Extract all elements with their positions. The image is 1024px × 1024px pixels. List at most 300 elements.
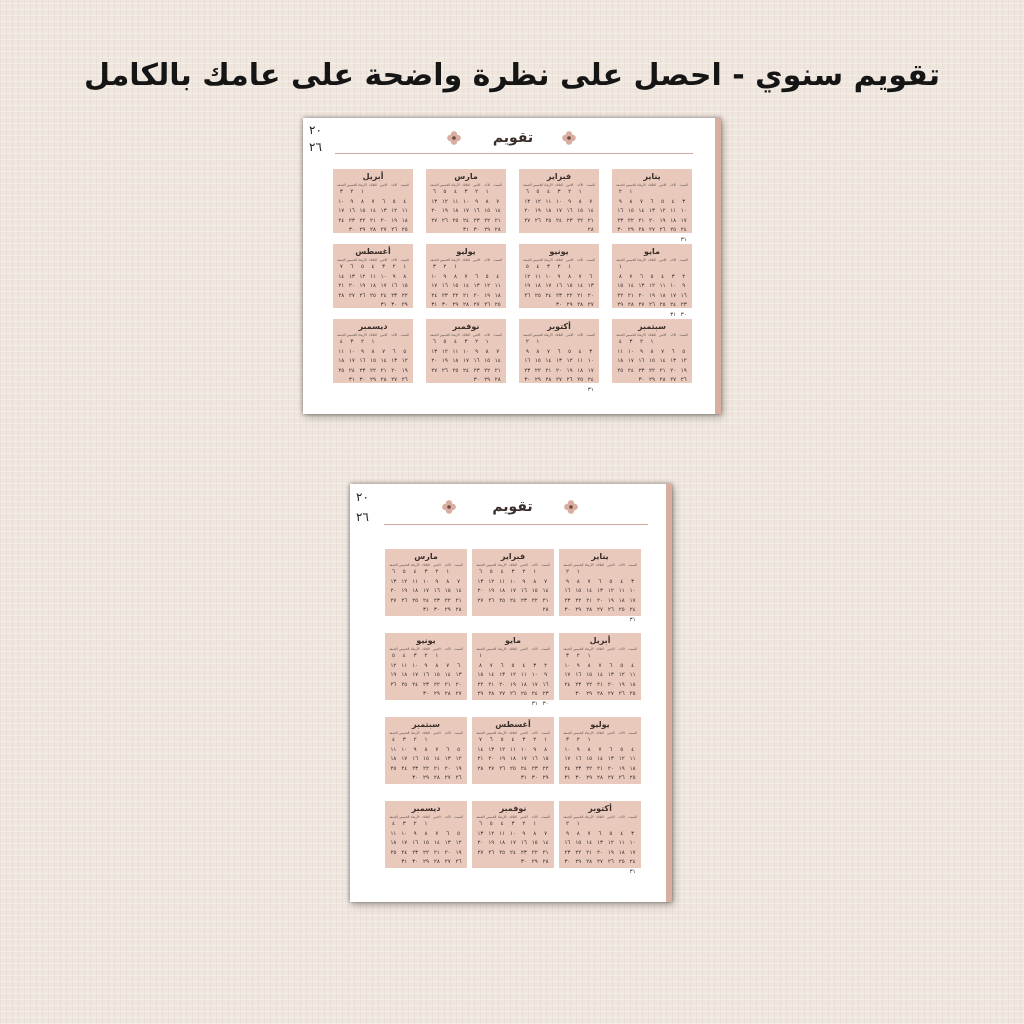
day-number: ١: [587, 737, 591, 743]
day-number: ٣١: [587, 386, 594, 393]
day-name: الاثنين: [520, 731, 528, 735]
day-number: ٣٠: [542, 700, 549, 707]
month-days: [336, 332, 410, 386]
day-number: ٢٤: [338, 217, 345, 224]
empty-day: [492, 338, 503, 348]
day-number: ١: [424, 821, 428, 827]
day-number: ١٠: [627, 348, 634, 355]
day-number: ١١: [499, 578, 506, 585]
day-number: ١٥: [423, 840, 429, 846]
day-number: ٥: [536, 189, 540, 195]
day-number: ١٣: [380, 208, 387, 214]
day-number: ٢٠: [444, 765, 451, 772]
day-number: ٢٢: [627, 217, 634, 224]
day-number: ٣: [402, 737, 406, 743]
day-number: ٢٤: [531, 691, 538, 697]
day-number: ٢٦: [441, 367, 448, 374]
empty-day: [453, 736, 464, 746]
day-name: الاثنين: [565, 333, 574, 337]
day-number: ٢٨: [433, 859, 440, 865]
day-number: ١٧: [412, 672, 419, 678]
day-name: الاثنين: [472, 183, 481, 187]
day-number: ٦: [392, 348, 396, 355]
day-number: ١١: [618, 588, 625, 594]
day-name: الخميس: [346, 258, 357, 262]
day-name: الخميس: [486, 815, 497, 819]
day-number: ٢٦: [488, 597, 495, 604]
day-number: ١٣: [348, 273, 355, 280]
day-number: ٢٢: [484, 217, 491, 224]
day-number: ٣٠: [441, 302, 448, 308]
day-number: ١٦: [412, 756, 419, 762]
day-number: ٢٢: [531, 849, 538, 856]
day-name: الجمعة: [430, 333, 439, 337]
day-number: ١٠: [564, 662, 571, 669]
day-number: ١٩: [391, 217, 398, 224]
day-number: ٢٨: [587, 227, 594, 233]
day-number: ٢: [522, 821, 526, 827]
day-number: ٨: [478, 662, 482, 669]
day-number: ٤: [371, 264, 375, 270]
day-number: ٤: [453, 339, 457, 345]
day-number: ٣٠: [564, 859, 571, 865]
day-number: ١٩: [510, 681, 516, 688]
month-name: أكتوبر: [588, 804, 612, 813]
day-number: ٢: [413, 737, 417, 743]
day-number: ١٣: [499, 672, 506, 678]
day-number: ١٤: [542, 840, 549, 846]
month-name: مارس: [414, 552, 438, 561]
day-number: ١٣: [587, 283, 594, 289]
day-number: ٨: [536, 348, 540, 355]
empty-day: [575, 338, 586, 348]
day-name: الاثنين: [607, 563, 615, 567]
day-number: ٢٠: [488, 756, 495, 762]
day-number: ٢٢: [423, 765, 429, 772]
day-number: ٢٩: [484, 377, 491, 383]
day-number: ٢٢: [566, 292, 573, 299]
day-number: ٢١: [627, 292, 634, 299]
day-number: ١٥: [531, 840, 538, 846]
day-name: الأربعاء: [584, 731, 594, 735]
day-number: ٨: [618, 273, 622, 280]
day-number: ١٢: [607, 840, 614, 846]
day-number: ٦: [382, 198, 386, 205]
day-number: ١٧: [629, 849, 636, 856]
day-number: ٧: [639, 198, 643, 205]
empty-day: [378, 188, 389, 198]
day-number: ٢٠: [597, 849, 603, 856]
day-number: ٢٤: [510, 597, 516, 604]
day-number: ٢١: [542, 597, 549, 604]
day-number: ١٥: [566, 283, 573, 289]
day-number: ٢٦: [484, 302, 491, 308]
day-number: ٢١: [597, 681, 603, 688]
day-number: ٧: [544, 830, 548, 837]
day-number: ٢٧: [556, 377, 562, 383]
day-number: ١٨: [401, 217, 408, 224]
empty-day: [442, 652, 453, 662]
day-number: ١١: [499, 830, 506, 837]
day-number: ١: [536, 339, 540, 345]
day-number: ٢٠: [524, 208, 531, 214]
month-days: [429, 332, 503, 386]
day-number: ٤: [618, 339, 622, 345]
month-days: [562, 646, 638, 700]
day-number: ٢٠: [587, 292, 594, 299]
day-number: ٢٧: [431, 367, 438, 374]
day-number: ١٢: [510, 672, 516, 678]
month-days: [562, 562, 638, 625]
day-name: الخميس: [346, 183, 357, 187]
day-name: الثلاثاء: [422, 647, 430, 651]
day-number: ٢٥: [401, 681, 408, 688]
day-number: ٢٥: [670, 227, 677, 233]
day-number: ٢٠: [473, 292, 480, 299]
day-number: ١١: [412, 578, 419, 585]
day-name: الثلاثاء: [555, 258, 563, 262]
day-number: ١٩: [441, 208, 448, 214]
day-number: ٢٤: [463, 367, 469, 374]
day-number: ٢: [475, 339, 479, 345]
day-number: ٣٠: [564, 607, 571, 613]
day-number: ٣: [464, 339, 468, 345]
empty-day: [518, 652, 529, 662]
day-number: ٢٧: [444, 775, 451, 781]
day-name: الجمعة: [616, 183, 625, 187]
day-name: الخميس: [486, 563, 497, 567]
day-name: الأربعاء: [451, 258, 460, 262]
month-box: [426, 244, 506, 308]
day-number: ١١: [401, 662, 408, 669]
day-name: الأحد: [670, 258, 677, 262]
empty-day: [584, 568, 595, 578]
day-number: ٧: [598, 662, 602, 669]
month-name: أبريل: [589, 636, 611, 645]
day-name: الخميس: [532, 183, 543, 187]
day-number: ١٩: [401, 588, 408, 594]
day-number: ٢٠: [348, 283, 355, 289]
day-number: ٢٥: [494, 302, 501, 308]
day-number: ٩: [565, 578, 569, 585]
day-number: ١٥: [444, 588, 451, 594]
day-number: ١٧: [564, 672, 571, 678]
day-number: ٢٣: [412, 849, 419, 856]
day-number: ١٥: [575, 840, 582, 846]
day-number: ٥: [443, 339, 447, 345]
day-number: ١٠: [510, 578, 516, 585]
empty-day: [585, 188, 596, 198]
day-name: السبت: [679, 333, 688, 337]
day-number: ٢٣: [564, 597, 571, 604]
day-number: ١٦: [524, 358, 531, 364]
day-number: ٢٢: [423, 849, 429, 856]
day-name: الجمعة: [337, 333, 346, 337]
day-name: الأحد: [391, 333, 398, 337]
day-number: ٢٧: [499, 691, 506, 697]
day-number: ١٦: [638, 358, 645, 364]
day-number: ١٨: [401, 672, 408, 678]
month-box: [472, 633, 554, 707]
day-number: ٣١: [348, 377, 355, 383]
day-number: ٨: [446, 578, 450, 585]
day-number: ٣٠: [680, 311, 687, 318]
day-number: ٦: [598, 830, 602, 837]
day-number: ٢٢: [649, 367, 655, 374]
day-number: ٢٨: [455, 607, 462, 613]
empty-day: [497, 652, 508, 662]
day-number: ٢١: [433, 765, 440, 772]
day-number: ٢٧: [607, 775, 614, 781]
month-box: [472, 801, 554, 868]
day-number: ٣: [546, 264, 550, 270]
day-name: الخميس: [532, 258, 543, 262]
day-name: الجمعة: [337, 183, 346, 187]
day-number: ١٥: [649, 358, 655, 364]
day-name: الأربعاء: [544, 183, 553, 187]
day-number: ٤: [453, 189, 457, 195]
empty-day: [627, 568, 638, 578]
month-days: [429, 182, 503, 236]
day-number: ٦: [478, 821, 482, 827]
day-number: ٩: [413, 830, 417, 837]
months-grid: [333, 169, 692, 393]
day-number: ٣: [413, 653, 417, 659]
day-number: ٤: [620, 830, 624, 837]
empty-day: [543, 338, 554, 348]
day-number: ٥: [500, 737, 504, 743]
day-number: ١٣: [455, 672, 462, 678]
day-number: ٢: [475, 189, 479, 195]
day-number: ٢٤: [401, 849, 408, 856]
day-number: ١١: [390, 746, 397, 753]
day-number: ٢٢: [370, 367, 376, 374]
day-number: ٢٧: [391, 377, 398, 383]
day-number: ١٣: [649, 208, 655, 214]
empty-day: [585, 338, 596, 348]
day-name: الأربعاء: [497, 731, 507, 735]
day-number: ٦: [489, 737, 493, 743]
day-number: ٢٤: [680, 227, 687, 233]
day-number: ١١: [390, 830, 397, 837]
day-number: ١٢: [401, 358, 408, 364]
day-number: ٩: [443, 273, 447, 280]
day-number: ٢: [533, 737, 537, 743]
sheet-edge-strip: [715, 118, 721, 414]
day-number: ٢٢: [534, 367, 541, 374]
day-number: ٦: [525, 189, 529, 195]
day-number: ٢٦: [607, 859, 614, 865]
empty-day: [627, 652, 638, 662]
day-number: ١١: [618, 840, 625, 846]
day-name: الأربعاء: [584, 815, 594, 819]
day-number: ٥: [403, 348, 407, 355]
day-number: ٢٣: [433, 597, 440, 604]
day-number: ١٥: [452, 283, 459, 289]
day-number: ١٩: [680, 367, 687, 374]
day-number: ١٠: [463, 348, 469, 355]
day-number: ٢٢: [586, 681, 593, 688]
day-number: ٢٢: [484, 367, 491, 374]
day-name: الثلاثاء: [422, 815, 430, 819]
month-days: [336, 182, 410, 236]
day-number: ١٩: [618, 765, 625, 772]
day-number: ٥: [489, 821, 493, 827]
month-name: يناير: [643, 172, 661, 181]
day-name: الجمعة: [523, 183, 532, 187]
day-number: ١: [587, 653, 591, 659]
day-number: ٢٩: [586, 775, 593, 781]
day-number: ٢٦: [566, 377, 573, 383]
empty-day: [668, 263, 679, 273]
day-number: ١٦: [680, 292, 687, 299]
day-number: ٨: [403, 273, 407, 280]
day-name: الجمعة: [476, 647, 485, 651]
day-number: ٢٦: [499, 765, 506, 772]
months-grid: [383, 549, 641, 875]
day-name: الاثنين: [658, 333, 667, 337]
day-number: ٨: [485, 348, 489, 355]
day-number: ٢٩: [370, 377, 376, 383]
day-number: ١٨: [412, 588, 419, 594]
day-number: ٢٠: [431, 358, 438, 364]
day-number: ١٤: [627, 283, 634, 289]
day-number: ١٨: [510, 756, 516, 762]
flower-icon: [562, 498, 580, 516]
day-number: ١٣: [670, 358, 677, 364]
title-rule: [384, 524, 648, 525]
day-name: السبت: [493, 333, 502, 337]
day-number: ٢٥: [520, 691, 527, 697]
day-name: الجمعة: [616, 333, 625, 337]
empty-day: [605, 820, 616, 830]
day-number: ٧: [578, 273, 582, 280]
day-number: ٣٠: [391, 302, 398, 308]
day-number: ٢٦: [390, 681, 397, 688]
day-name: الخميس: [486, 731, 497, 735]
empty-day: [399, 338, 410, 348]
day-number: ٣٠: [556, 302, 562, 308]
day-number: ٤: [631, 746, 635, 753]
empty-day: [595, 736, 606, 746]
day-number: ١٢: [566, 358, 573, 364]
day-number: ٨: [576, 830, 580, 837]
day-name: الاثنين: [520, 647, 528, 651]
day-number: ٤: [500, 821, 504, 827]
day-number: ١٥: [586, 756, 593, 762]
month-name: ديسمبر: [411, 804, 441, 813]
day-number: ١٤: [455, 588, 462, 594]
day-number: ٤: [631, 662, 635, 669]
day-number: ١٥: [617, 283, 624, 289]
day-number: ١٣: [597, 588, 603, 594]
month-box: [559, 549, 641, 623]
day-number: ٢: [522, 569, 526, 575]
day-number: ٥: [609, 830, 613, 837]
empty-day: [540, 820, 551, 830]
day-number: ٣: [565, 653, 569, 659]
day-name: السبت: [454, 647, 463, 651]
day-number: ١١: [545, 198, 552, 205]
day-number: ٢: [576, 653, 580, 659]
day-number: ١٧: [556, 208, 562, 214]
day-number: ٢٥: [338, 367, 345, 374]
day-number: ٢١: [488, 681, 495, 688]
day-number: ١٢: [455, 756, 462, 762]
day-number: ٢٤: [510, 849, 516, 856]
day-number: ٤: [546, 189, 550, 195]
day-number: ١١: [670, 208, 677, 214]
day-number: ٢: [639, 339, 643, 345]
day-number: ١٦: [556, 283, 562, 289]
day-number: ١١: [629, 672, 636, 678]
day-number: ١٧: [520, 756, 527, 762]
day-number: ٥: [457, 830, 461, 837]
day-number: ٩: [475, 198, 479, 205]
day-number: ١٣: [524, 198, 531, 205]
day-name: السبت: [628, 731, 637, 735]
day-name: الأحد: [444, 647, 451, 651]
day-name: الأربعاء: [410, 731, 420, 735]
day-name: الاثنين: [433, 731, 441, 735]
day-number: ٧: [544, 578, 548, 585]
day-number: ٢٥: [617, 367, 624, 374]
empty-day: [647, 188, 658, 198]
day-number: ٩: [525, 348, 529, 355]
day-number: ٩: [576, 662, 580, 669]
day-number: ١٥: [423, 756, 429, 762]
month-box: [472, 549, 554, 616]
day-number: ٨: [371, 348, 375, 355]
year-top: ٢٠: [309, 123, 322, 137]
day-name: الجمعة: [523, 333, 532, 337]
month-box: [519, 169, 599, 233]
day-number: ٢٣: [638, 367, 645, 374]
day-number: ٢٥: [618, 859, 625, 865]
day-number: ٢٩: [627, 227, 634, 233]
day-number: ١٦: [348, 208, 355, 214]
day-number: ٧: [546, 348, 550, 355]
day-name: الأربعاء: [637, 333, 646, 337]
day-number: ٣: [402, 821, 406, 827]
day-name: الاثنين: [433, 647, 441, 651]
day-number: ٤: [671, 198, 675, 205]
day-number: ٢٤: [412, 681, 419, 688]
day-number: ١٩: [607, 849, 614, 856]
day-number: ١٢: [441, 198, 448, 205]
day-number: ٥: [489, 569, 493, 575]
day-name: الثلاثاء: [369, 183, 377, 187]
day-number: ١٩: [649, 292, 655, 299]
day-number: ١٩: [359, 283, 366, 289]
month-days: [522, 257, 596, 311]
empty-day: [431, 820, 442, 830]
day-number: ١٤: [597, 756, 603, 762]
day-number: ١٥: [477, 672, 484, 678]
year-top: ٢٠: [356, 490, 369, 504]
day-number: ٢٢: [359, 217, 366, 224]
day-number: ١٢: [618, 756, 625, 762]
day-number: ٢٥: [618, 607, 625, 613]
empty-day: [585, 263, 596, 273]
day-number: ١٨: [618, 597, 625, 604]
month-days: [615, 332, 689, 386]
empty-day: [378, 338, 389, 348]
day-number: ١: [533, 821, 537, 827]
day-name: الأحد: [444, 563, 451, 567]
day-name: الأحد: [531, 731, 538, 735]
day-number: ٢١: [338, 283, 345, 289]
